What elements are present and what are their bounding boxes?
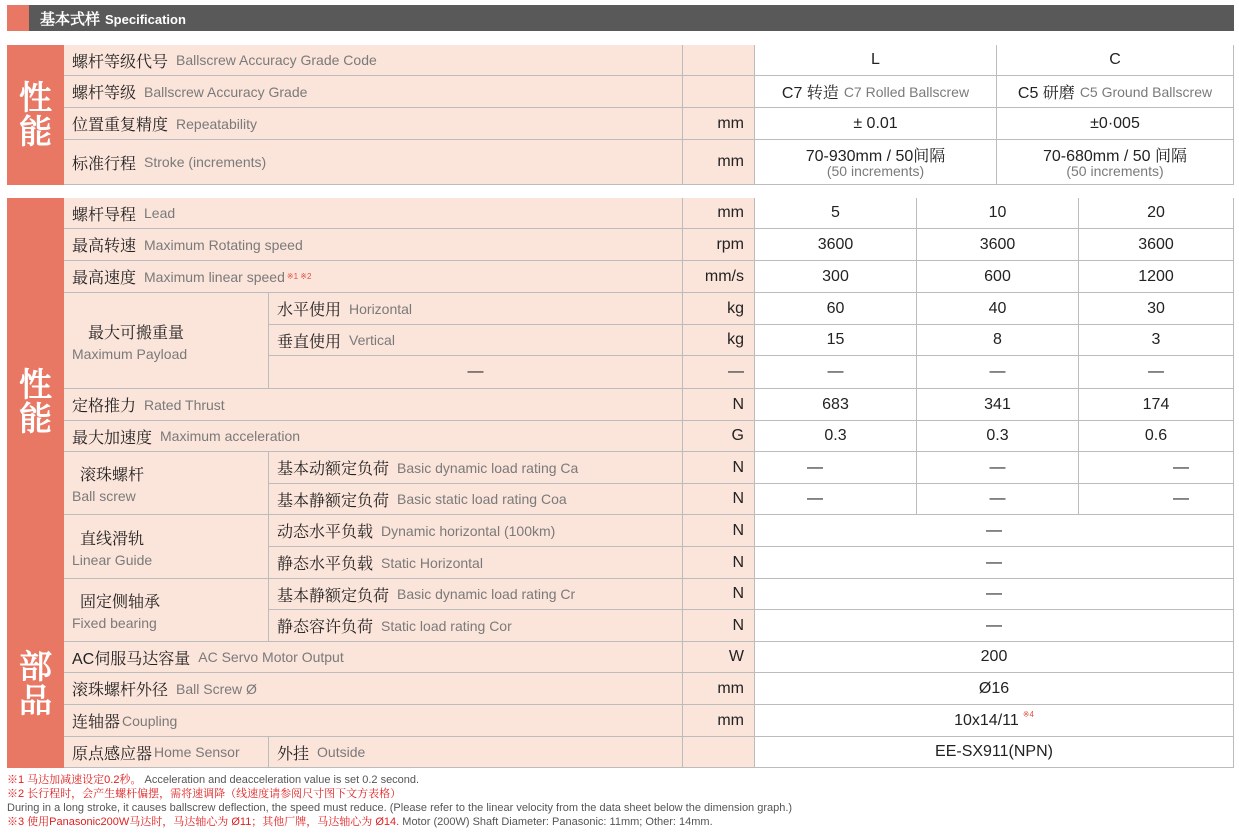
thrust-lead20: 174 (1079, 389, 1234, 421)
row-accel-unit: G (683, 421, 755, 452)
guide-dynamic-value: — (755, 515, 1234, 547)
row-speed-unit: mm/s (683, 261, 755, 293)
row-motor-label: AC伺服马达容量 AC Servo Motor Output (64, 642, 683, 673)
header-accent (7, 5, 29, 31)
guide-static-label: 静态水平负载 Static Horizontal (269, 547, 683, 579)
payload-v-lead10: 8 (917, 325, 1079, 356)
section-label-performance-1: 性能 (19, 78, 52, 151)
row-coupling-label: 连轴器 Coupling (64, 705, 683, 737)
stroke-c: 70-680mm / 50 间隔 (50 increments) (997, 140, 1234, 185)
section-label-components: 部品 (19, 647, 52, 720)
screw-dia-value: Ø16 (755, 673, 1234, 705)
bearing-dynamic-unit: N (683, 579, 755, 610)
row-coupling-unit: mm (683, 705, 755, 737)
payload-vertical-unit: kg (683, 325, 755, 356)
speed-lead5: 300 (755, 261, 917, 293)
performance-section-1 (7, 45, 1234, 185)
payload-vertical-label: 垂直使用 Vertical (269, 325, 683, 356)
payload-h-lead5: 60 (755, 293, 917, 325)
repeatability-c: ±0·005 (997, 108, 1234, 140)
components-section (7, 642, 1234, 768)
rpm-lead10: 3600 (917, 229, 1079, 261)
ballscrew-dyn-lead10: — (917, 452, 1079, 484)
thrust-lead5: 683 (755, 389, 917, 421)
header-title-en: Specification (105, 12, 186, 27)
ballscrew-static-unit: N (683, 484, 755, 515)
payload-horizontal-unit: kg (683, 293, 755, 325)
guide-group-label: 直线滑轨 Linear Guide (64, 515, 269, 579)
coupling-value: 10x14/11 ※4 (755, 705, 1234, 737)
footnotes (7, 773, 792, 829)
payload-extra-label: — (269, 356, 683, 389)
note-2-en: During in a long stroke, it causes ballscrew deflection, the speed must reduce. (Please refer to the linear velocity from the data sheet below the dimension graph.) (7, 802, 793, 814)
row-motor-unit: W (683, 642, 755, 673)
row-stroke-unit: mm (683, 140, 755, 185)
speed-lead20: 1200 (1079, 261, 1234, 293)
ballscrew-dyn-lead5: — (755, 452, 917, 484)
row-sensor-unit (683, 737, 755, 768)
row-accel-label: 最大加速度 Maximum acceleration (64, 421, 683, 452)
bearing-static-unit: N (683, 610, 755, 642)
ballscrew-dynamic-unit: N (683, 452, 755, 484)
payload-v-lead20: 3 (1079, 325, 1234, 356)
note-1: ※1 马达加减速设定0.2秒。 Acceleration and deacceleration value is set 0.2 second. (7, 774, 420, 786)
row-repeatability-unit: mm (683, 108, 755, 140)
row-screw-dia-label: 滚珠螺杆外径 Ball Screw Ø (64, 673, 683, 705)
grade-code-l: L (755, 45, 997, 76)
row-sensor-label: 原点感应器 Home Sensor (64, 737, 269, 768)
spec-header (7, 5, 1234, 31)
row-grade-label: 螺杆等级 Ballscrew Accuracy Grade (64, 76, 683, 108)
section-label-performance-2: 性能 (19, 365, 52, 438)
bearing-static-value: — (755, 610, 1234, 642)
row-thrust-label: 定格推力 Rated Thrust (64, 389, 683, 421)
note-2: ※2 长行程时，会产生螺杆偏摆，需将速调降（线速度请参阅尺寸图下文方表格） (7, 788, 402, 800)
guide-static-value: — (755, 547, 1234, 579)
payload-horizontal-label: 水平使用 Horizontal (269, 293, 683, 325)
lead-20: 20 (1079, 198, 1234, 229)
row-rpm-unit: rpm (683, 229, 755, 261)
header-title (40, 8, 186, 29)
row-rpm-label: 最高转速 Maximum Rotating speed (64, 229, 683, 261)
accel-lead10: 0.3 (917, 421, 1079, 452)
header-title-cn: 基本式样 (40, 11, 101, 28)
row-speed-label: 最高速度 Maximum linear speed ※1 ※2 (64, 261, 683, 293)
bearing-dynamic-label: 基本静额定负荷 Basic dynamic load rating Cr (269, 579, 683, 610)
performance-section-2 (7, 198, 1234, 642)
grade-code-c: C (997, 45, 1234, 76)
lead-5: 5 (755, 198, 917, 229)
row-grade-code-unit (683, 45, 755, 76)
payload-x-lead5: — (755, 356, 917, 389)
note-3: ※3 使用Panasonic200W马达时，马达轴心为 Ø11；其他厂牌，马达轴心为 Ø14. Motor (200W) Shaft Diameter: Panasonic: 11mm; Other: 14mm. (7, 816, 713, 828)
row-repeatability-label: 位置重复精度 Repeatability (64, 108, 683, 140)
rpm-lead5: 3600 (755, 229, 917, 261)
row-screw-dia-unit: mm (683, 673, 755, 705)
ballscrew-dynamic-label: 基本动额定负荷 Basic dynamic load rating Ca (269, 452, 683, 484)
speed-lead10: 600 (917, 261, 1079, 293)
grade-c5: C5 研磨 C5 Ground Ballscrew (997, 76, 1234, 108)
row-stroke-label: 标准行程 Stroke (increments) (64, 140, 683, 185)
rpm-lead20: 3600 (1079, 229, 1234, 261)
ballscrew-sta-lead10: — (917, 484, 1079, 515)
payload-group-label: 最大可搬重量 Maximum Payload (64, 293, 269, 389)
ballscrew-sta-lead5: — (755, 484, 917, 515)
row-lead-unit: mm (683, 198, 755, 229)
lead-10: 10 (917, 198, 1079, 229)
payload-extra-unit: — (683, 356, 755, 389)
bearing-static-label: 静态容许负荷 Static load rating Cor (269, 610, 683, 642)
payload-v-lead5: 15 (755, 325, 917, 356)
sensor-value: EE-SX911(NPN) (755, 737, 1234, 768)
guide-static-unit: N (683, 547, 755, 579)
ballscrew-static-label: 基本静额定负荷 Basic static load rating Coa (269, 484, 683, 515)
accel-lead20: 0.6 (1079, 421, 1234, 452)
stroke-l: 70-930mm / 50间隔 (50 increments) (755, 140, 997, 185)
ballscrew-sta-lead20: — (1079, 484, 1234, 515)
payload-h-lead10: 40 (917, 293, 1079, 325)
grade-c7: C7 转造 C7 Rolled Ballscrew (755, 76, 997, 108)
repeatability-l: ± 0.01 (755, 108, 997, 140)
payload-x-lead20: — (1079, 356, 1234, 389)
row-grade-unit (683, 76, 755, 108)
guide-dynamic-label: 动态水平负载 Dynamic horizontal (100km) (269, 515, 683, 547)
row-lead-label: 螺杆导程 Lead (64, 198, 683, 229)
row-thrust-unit: N (683, 389, 755, 421)
bearing-group-label: 固定侧轴承 Fixed bearing (64, 579, 269, 642)
bearing-dynamic-value: — (755, 579, 1234, 610)
ballscrew-group-label: 滚珠螺杆 Ball screw (64, 452, 269, 515)
guide-dynamic-unit: N (683, 515, 755, 547)
ballscrew-dyn-lead20: — (1079, 452, 1234, 484)
accel-lead5: 0.3 (755, 421, 917, 452)
payload-x-lead10: — (917, 356, 1079, 389)
motor-value: 200 (755, 642, 1234, 673)
row-sensor-sub-label: 外挂 Outside (269, 737, 683, 768)
payload-h-lead20: 30 (1079, 293, 1234, 325)
row-grade-code-label: 螺杆等级代号 Ballscrew Accuracy Grade Code (64, 45, 683, 76)
thrust-lead10: 341 (917, 389, 1079, 421)
